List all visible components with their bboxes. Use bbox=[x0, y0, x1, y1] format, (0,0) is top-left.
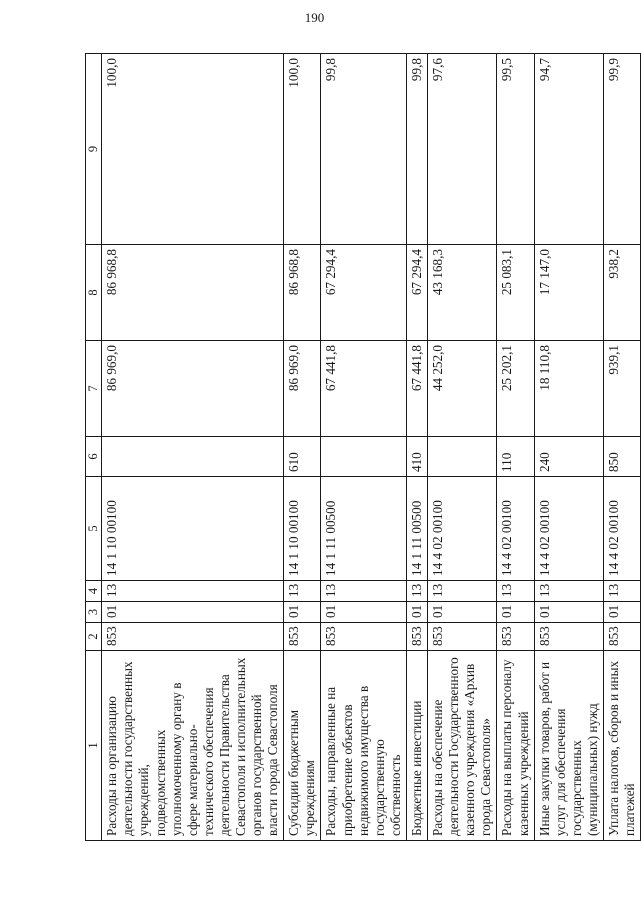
admin-code-cell: 853 bbox=[406, 623, 427, 651]
table-row bbox=[321, 54, 406, 841]
admin-code-cell: 853 bbox=[534, 623, 603, 651]
percent-cell: 99,5 bbox=[497, 54, 534, 245]
header-cell: 7 bbox=[86, 341, 102, 437]
header-cell: 6 bbox=[86, 437, 102, 477]
item-name-cell: Бюджетные инвестиции bbox=[406, 651, 427, 841]
planned-amount-cell: 939,1 bbox=[603, 341, 640, 437]
section-cell: 01 bbox=[102, 602, 284, 623]
item-name-cell: Иные закупки товаров, работ и услуг для обеспечения государственных (муниципальных) нужд bbox=[534, 651, 603, 841]
table-row bbox=[603, 54, 640, 841]
planned-amount-cell: 67 441,8 bbox=[321, 341, 406, 437]
subsection-cell: 13 bbox=[284, 581, 321, 602]
planned-amount-cell: 18 110,8 bbox=[534, 341, 603, 437]
admin-code-cell: 853 bbox=[428, 623, 497, 651]
expense-type-cell bbox=[428, 437, 497, 477]
subsection-cell: 13 bbox=[406, 581, 427, 602]
percent-cell: 94,7 bbox=[534, 54, 603, 245]
subsection-cell: 13 bbox=[534, 581, 603, 602]
admin-code-cell: 853 bbox=[321, 623, 406, 651]
expense-type-cell: 410 bbox=[406, 437, 427, 477]
subsection-cell: 13 bbox=[497, 581, 534, 602]
item-name-cell: Расходы, направленные на приобретение объектов недвижимого имущества в государственную собственность bbox=[321, 651, 406, 841]
admin-code-cell: 853 bbox=[603, 623, 640, 651]
section-cell: 01 bbox=[406, 602, 427, 623]
table-row bbox=[534, 54, 603, 841]
header-row bbox=[86, 54, 102, 841]
percent-cell: 99,8 bbox=[321, 54, 406, 245]
header-cell: 9 bbox=[86, 54, 102, 245]
target-article-cell: 14 4 02 00100 bbox=[428, 477, 497, 581]
section-cell: 01 bbox=[428, 602, 497, 623]
percent-cell: 99,8 bbox=[406, 54, 427, 245]
executed-amount-cell: 25 083,1 bbox=[497, 245, 534, 341]
percent-cell: 97,6 bbox=[428, 54, 497, 245]
section-cell: 01 bbox=[497, 602, 534, 623]
section-cell: 01 bbox=[321, 602, 406, 623]
target-article-cell: 14 1 11 00500 bbox=[406, 477, 427, 581]
target-article-cell: 14 1 11 00500 bbox=[321, 477, 406, 581]
planned-amount-cell: 44 252,0 bbox=[428, 341, 497, 437]
header-cell: 8 bbox=[86, 245, 102, 341]
header-cell: 2 bbox=[86, 623, 102, 651]
section-cell: 01 bbox=[603, 602, 640, 623]
table-body bbox=[86, 54, 641, 841]
executed-amount-cell: 86 968,8 bbox=[102, 245, 284, 341]
subsection-cell: 13 bbox=[321, 581, 406, 602]
subsection-cell: 13 bbox=[428, 581, 497, 602]
item-name-cell: Расходы на выплаты персоналу казенных учреждений bbox=[497, 651, 534, 841]
planned-amount-cell: 67 441,8 bbox=[406, 341, 427, 437]
planned-amount-cell: 25 202,1 bbox=[497, 341, 534, 437]
table-row bbox=[497, 54, 534, 841]
table-row bbox=[102, 54, 284, 841]
page-number: 190 bbox=[304, 10, 325, 25]
table-row bbox=[284, 54, 321, 841]
item-name-cell: Субсидии бюджетным учреждениям bbox=[284, 651, 321, 841]
admin-code-cell: 853 bbox=[102, 623, 284, 651]
section-cell: 01 bbox=[534, 602, 603, 623]
subsection-cell: 13 bbox=[102, 581, 284, 602]
expense-type-cell bbox=[102, 437, 284, 477]
subsection-cell: 13 bbox=[603, 581, 640, 602]
target-article-cell: 14 1 10 00100 bbox=[284, 477, 321, 581]
expense-type-cell: 110 bbox=[497, 437, 534, 477]
header-cell: 5 bbox=[86, 477, 102, 581]
percent-cell: 100,0 bbox=[284, 54, 321, 245]
executed-amount-cell: 67 294,4 bbox=[406, 245, 427, 341]
target-article-cell: 14 1 10 00100 bbox=[102, 477, 284, 581]
planned-amount-cell: 86 969,0 bbox=[102, 341, 284, 437]
planned-amount-cell: 86 969,0 bbox=[284, 341, 321, 437]
executed-amount-cell: 17 147,0 bbox=[534, 245, 603, 341]
rotated-table-wrapper bbox=[85, 54, 638, 841]
expense-type-cell: 610 bbox=[284, 437, 321, 477]
table-row bbox=[406, 54, 427, 841]
table-row bbox=[428, 54, 497, 841]
executed-amount-cell: 43 168,3 bbox=[428, 245, 497, 341]
admin-code-cell: 853 bbox=[284, 623, 321, 651]
percent-cell: 99,9 bbox=[603, 54, 640, 245]
expense-type-cell bbox=[321, 437, 406, 477]
percent-cell: 100,0 bbox=[102, 54, 284, 245]
expense-type-cell: 850 bbox=[603, 437, 640, 477]
item-name-cell: Расходы на организацию деятельности государственных учреждений, подведомственных уполномоченному органу в сфере материально-технического обеспечения деятельности Правительства Севастополя и исполнительных органов государственной власти города Севастополя bbox=[102, 651, 284, 841]
header-cell: 1 bbox=[86, 651, 102, 841]
executed-amount-cell: 938,2 bbox=[603, 245, 640, 341]
item-name-cell: Уплата налогов, сборов и иных платежей bbox=[603, 651, 640, 841]
target-article-cell: 14 4 02 00100 bbox=[534, 477, 603, 581]
section-cell: 01 bbox=[284, 602, 321, 623]
admin-code-cell: 853 bbox=[497, 623, 534, 651]
executed-amount-cell: 86 968,8 bbox=[284, 245, 321, 341]
item-name-cell: Расходы на обеспечение деятельности Государственного казенного учреждения «Архив города Севастополя» bbox=[428, 651, 497, 841]
expense-type-cell: 240 bbox=[534, 437, 603, 477]
budget-table bbox=[85, 53, 641, 841]
executed-amount-cell: 67 294,4 bbox=[321, 245, 406, 341]
header-cell: 3 bbox=[86, 602, 102, 623]
header-cell: 4 bbox=[86, 581, 102, 602]
target-article-cell: 14 4 02 00100 bbox=[603, 477, 640, 581]
target-article-cell: 14 4 02 00100 bbox=[497, 477, 534, 581]
